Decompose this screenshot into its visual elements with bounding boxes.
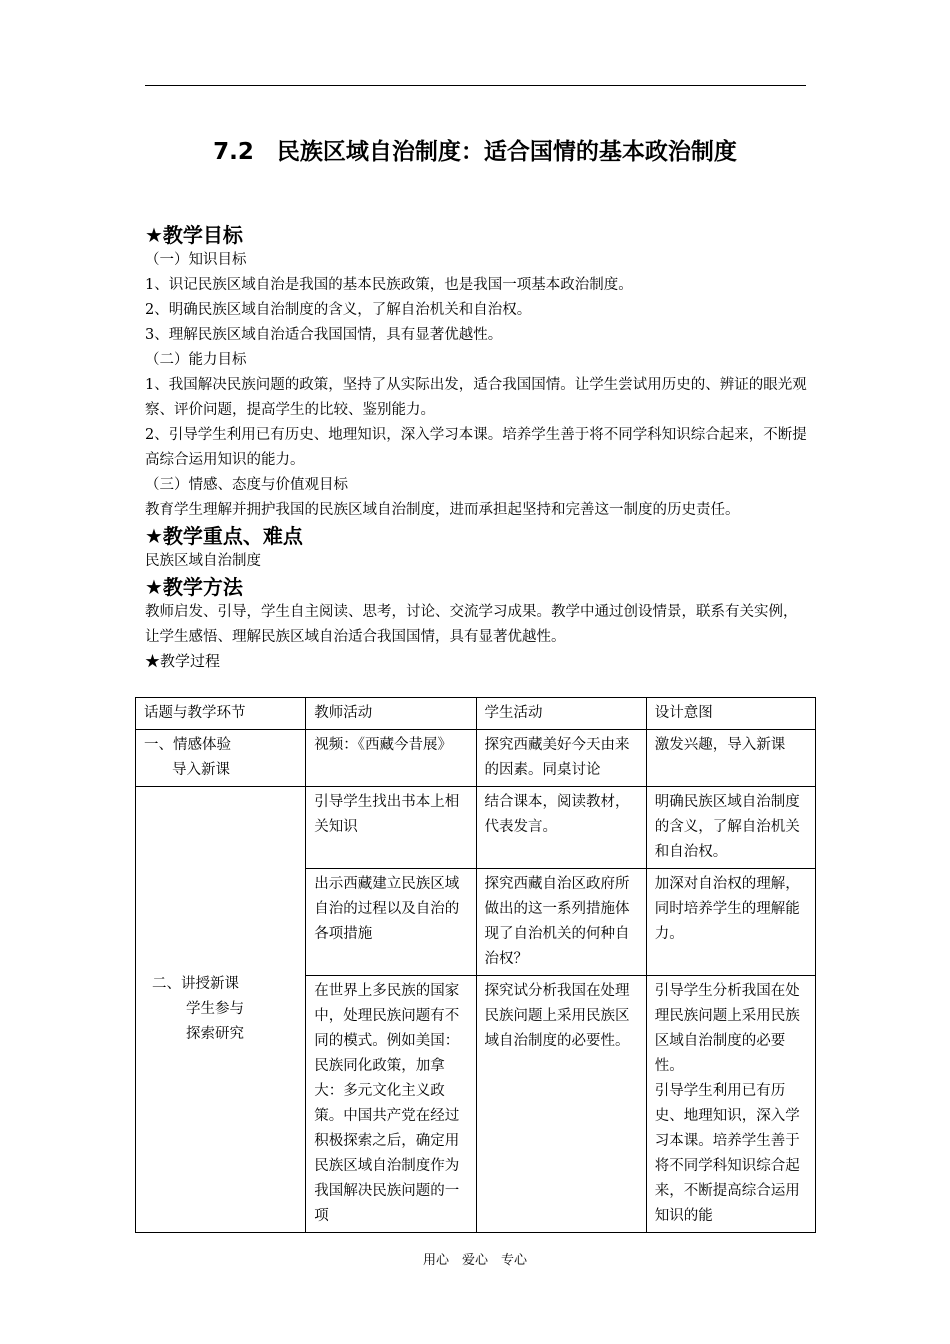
table-cell-student: 探究试分析我国在处理民族问题上采用民族区域自治制度的必要性。	[476, 976, 646, 1233]
knowledge-goal-heading: （一）知识目标	[145, 252, 247, 268]
intent-paragraph: 引导学生分析我国在处理民族问题上采用民族区域自治制度的必要性。	[654, 983, 800, 1074]
table-row	[136, 787, 816, 869]
teaching-process-table	[135, 697, 816, 1233]
stage-line: 探索研究	[186, 1026, 244, 1042]
page-title: 7.2 民族区域自治制度：适合国情的基本政治制度	[213, 139, 737, 165]
knowledge-goal-2: 2、明确民族区域自治制度的含义，了解自治机关和自治权。	[145, 302, 532, 318]
page-footer: 用心 爱心 专心	[422, 1253, 527, 1268]
table-cell-student: 结合课本，阅读教材，代表发言。	[476, 787, 646, 869]
knowledge-goal-1: 1、识记民族区域自治是我国的基本民族政策，也是我国一项基本政治制度。	[145, 277, 633, 293]
section-heading-process: ★教学过程	[145, 652, 221, 670]
section-heading-keypoints: ★教学重点、难点	[145, 524, 303, 548]
table-cell-intent: 明确民族区域自治制度的含义，了解自治机关和自治权。	[646, 787, 815, 869]
knowledge-goal-3: 3、理解民族区域自治适合我国国情，具有显著优越性。	[145, 327, 503, 343]
table-header-cell: 话题与教学环节	[136, 698, 306, 730]
table-cell-teacher: 出示西藏建立民族区域自治的过程以及自治的各项措施	[306, 869, 476, 976]
table-cell-stage	[136, 787, 306, 1233]
table-cell-intent	[646, 976, 815, 1233]
ability-goal-2: 2、引导学生利用已有历史、地理知识，深入学习本课。培养学生善于将不同学科知识综合起来，不断提高综合运用知识的能力。	[145, 427, 807, 468]
section-heading-methods: ★教学方法	[145, 575, 243, 599]
stage-line: 学生参与	[186, 1001, 244, 1017]
emotion-goal-1: 教育学生理解并拥护我国的民族区域自治制度，进而承担起坚持和完善这一制度的历史责任。	[145, 502, 740, 518]
section-heading-objectives: ★教学目标	[145, 223, 243, 247]
table-row	[136, 730, 816, 787]
table-header-cell: 学生活动	[476, 698, 646, 730]
header-rule	[145, 85, 806, 86]
ability-goal-heading: （二）能力目标	[145, 352, 247, 368]
intent-paragraph: 引导学生利用已有历史、地理知识，深入学习本课。培养学生善于将不同学科知识综合起来，不断提高综合运用知识的能	[654, 1083, 800, 1224]
stage-line: 导入新课	[172, 762, 230, 778]
table-cell-teacher: 在世界上多民族的国家中，处理民族问题有不同的模式。例如美国：民族同化政策，加拿大：多元文化主义政策。中国共产党在经过积极探索之后，确定用民族区域自治制度作为我国解决民族问题的一项	[306, 976, 476, 1233]
ability-goal-1: 1、我国解决民族问题的政策，坚持了从实际出发，适合我国国情。让学生尝试用历史的、辨证的眼光观察、评价问题，提高学生的比较、鉴别能力。	[145, 377, 807, 418]
table-cell-intent: 加深对自治权的理解，同时培养学生的理解能力。	[646, 869, 815, 976]
table-cell-teacher: 视频：《西藏今昔展》	[306, 730, 476, 787]
stage-line: 二、讲授新课	[152, 976, 239, 992]
table-header-cell: 教师活动	[306, 698, 476, 730]
table-cell-stage	[136, 730, 306, 787]
stage-line: 一、情感体验	[144, 737, 231, 753]
emotion-goal-heading: （三）情感、态度与价值观目标	[145, 477, 348, 493]
table-header-row	[136, 698, 816, 730]
methods-text: 教师启发、引导，学生自主阅读、思考，讨论、交流学习成果。教学中通过创设情景，联系有关实例，让学生感悟、理解民族区域自治适合我国国情，具有显著优越性。	[145, 604, 798, 645]
keypoints-text: 民族区域自治制度	[145, 553, 261, 569]
table-cell-student: 探究西藏美好今天由来的因素。同桌讨论	[476, 730, 646, 787]
table-cell-intent: 激发兴趣，导入新课	[646, 730, 815, 787]
table-cell-student: 探究西藏自治区政府所做出的这一系列措施体现了自治机关的何种自治权？	[476, 869, 646, 976]
table-cell-teacher: 引导学生找出书本上相关知识	[306, 787, 476, 869]
document-body	[145, 222, 809, 672]
table-header-cell: 设计意图	[646, 698, 815, 730]
